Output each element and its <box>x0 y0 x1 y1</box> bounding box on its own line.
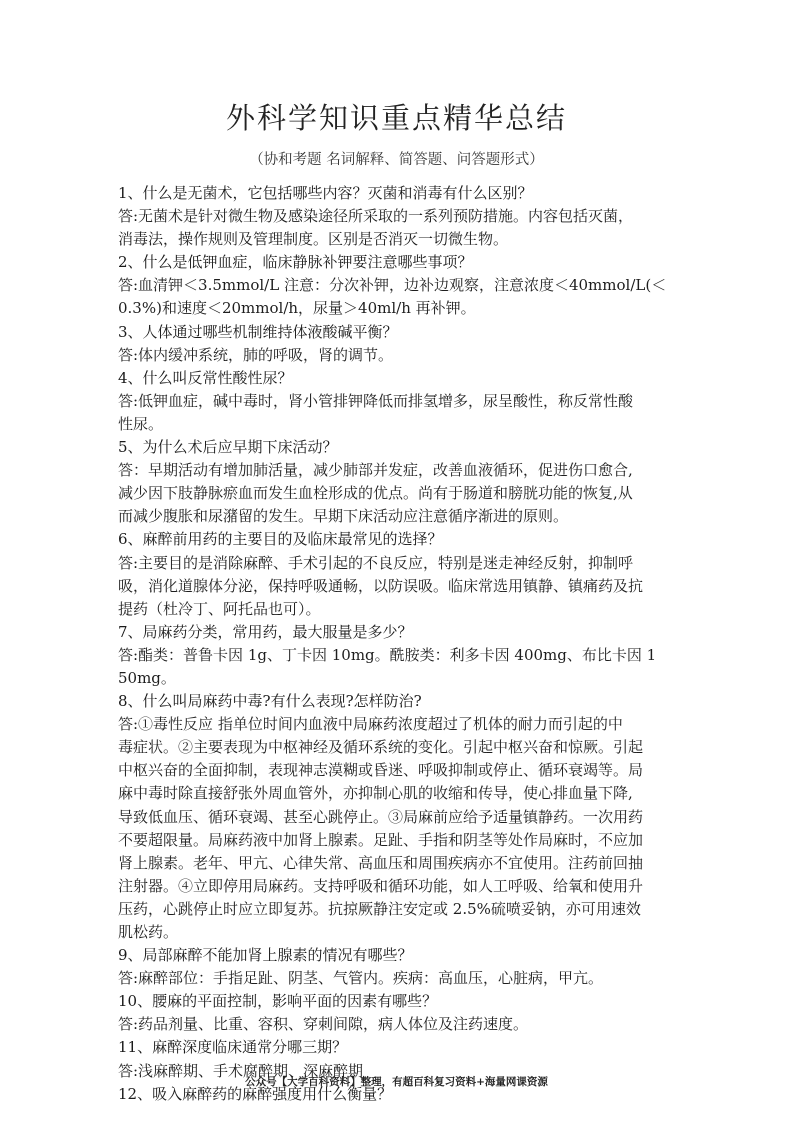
answer-line: 注射器。④立即停用局麻药。支持呼吸和循环功能，如人工呼吸、给氧和使用升 <box>118 876 644 895</box>
qa-item <box>118 990 688 1036</box>
answer-line: 50mg。 <box>118 668 176 687</box>
qa-item <box>118 528 688 620</box>
question-line: 9、局部麻醉不能加肾上腺素的情况有哪些？ <box>118 946 413 965</box>
answer-line: 不要超限量。局麻药液中加肾上腺素。足趾、手指和阴茎等处作局麻时，不应加 <box>118 830 644 849</box>
footer-note: 公众号【大学百科资料】整理，有超百科复习资料+海量网课资源 <box>245 1076 548 1088</box>
answer-line: 提药（杜冷丁、阿托品也可）。 <box>118 599 321 618</box>
question-line: 4、什么叫反常性酸性尿？ <box>118 368 293 387</box>
answer-line: 答:主要目的是消除麻醉、手术引起的不良反应，特别是迷走神经反射，抑制呼 <box>118 553 634 572</box>
answer-line: 导致低血压、循环衰竭、甚至心跳停止。③局麻前应给予适量镇静药。一次用药 <box>118 807 644 826</box>
answer-line: 消毒法，操作规则及管理制度。区别是否消灭一切微生物。 <box>118 230 509 249</box>
answer-line: 肌松药。 <box>118 923 179 941</box>
qa-item <box>118 321 688 367</box>
qa-item <box>118 251 688 320</box>
answer-line: 肾上腺素。老年、甲亢、心律失常、高血压和周围疾病亦不宜使用。注药前回抽 <box>118 853 644 872</box>
qa-item <box>118 367 688 436</box>
question-line: 1、什么是无菌术，它包括哪些内容？灭菌和消毒有什么区别？ <box>118 184 533 202</box>
answer-line: 0.3%)和速度＜20mmol/h，尿量＞40ml/h 再补钾。 <box>118 299 476 318</box>
answer-line: 吸，消化道腺体分泌，保持呼吸通畅，以防误吸。临床常选用镇静、镇痛药及抗 <box>118 576 644 595</box>
answer-line: 而减少腹胀和尿潴留的发生。早期下床活动应注意循序渐进的原则。 <box>118 507 569 526</box>
question-line: 7、局麻药分类，常用药，最大服量是多少？ <box>118 622 413 641</box>
answer-line: 答:血清钾＜3.5mmol/L 注意：分次补钾，边补边观察，注意浓度＜40mmol/L(＜ <box>118 276 667 295</box>
question-line: 12、吸入麻醉药的麻醉强度用什么衡量？ <box>118 1084 393 1103</box>
answer-line: 减少因下肢静脉瘀血而发生血栓形成的优点。尚有于肠道和膀胱功能的恢复,从 <box>118 484 633 503</box>
qa-item <box>118 621 688 690</box>
answer-line: 中枢兴奋的全面抑制，表现神志漠糊或昏迷、呼吸抑制或停止、循环衰竭等。局 <box>118 761 644 780</box>
answer-line: 答:体内缓冲系统，肺的呼吸，肾的调节。 <box>118 345 394 364</box>
answer-line: 答:药品剂量、比重、容积、穿刺间隙，病人体位及注药速度。 <box>118 1015 529 1034</box>
page-subtitle: （协和考题 名词解释、简答题、问答题形式） <box>249 152 544 168</box>
answer-line: 性尿。 <box>118 414 164 433</box>
answer-line: 答:酯类：普鲁卡因 1g、丁卡因 10mg。酰胺类：利多卡因 400mg、布比卡因 1 <box>118 645 657 664</box>
question-line: 3、人体通过哪些机制维持体液酸碱平衡？ <box>118 322 398 341</box>
question-line: 2、什么是低钾血症，临床静脉补钾要注意哪些事项？ <box>118 253 473 272</box>
qa-item <box>118 182 688 251</box>
question-line: 6、麻醉前用药的主要目的及临床最常见的选择？ <box>118 530 443 549</box>
question-line: 5、为什么术后应早期下床活动？ <box>118 438 338 457</box>
qa-item <box>118 944 688 990</box>
answer-line: 答:浅麻醉期、手术腐醉期、深麻醉期 <box>118 1061 364 1080</box>
answer-line: 答:麻醉部位：手指足趾、阴茎、气管内。疾病：高血压，心脏病，甲亢。 <box>118 969 604 988</box>
answer-line: 毒症状。②主要表现为中枢神经及循环系统的变化。引起中枢兴奋和惊厥。引起 <box>118 738 644 757</box>
question-line: 10、腰麻的平面控制，影响平面的因素有哪些？ <box>118 992 438 1011</box>
question-line: 11、麻醉深度临床通常分哪三期？ <box>118 1038 348 1057</box>
qa-item <box>118 690 688 944</box>
answer-line: 答:无菌术是针对微生物及感染途径所采取的一系列预防措施。内容包括灭菌， <box>118 207 634 226</box>
answer-line: 压药，心跳停止时应立即复苏。抗掠厥静注安定或 2.5%硫喷妥钠，亦可用速效 <box>118 899 641 918</box>
answer-line: 麻中毒时除直接舒张外周血管外，亦抑制心肌的收缩和传导，使心排血量下降, <box>118 784 633 803</box>
answer-line: 答:低钾血症，碱中毒时，肾小管排钾降低而排氢增多，尿呈酸性，称反常性酸 <box>118 391 634 410</box>
answer-line: 答：早期活动有增加肺活量，减少肺部并发症，改善血液循环，促进伤口愈合, <box>118 461 633 480</box>
qa-content <box>118 182 688 1106</box>
qa-item <box>118 436 688 528</box>
page-title: 外科学知识重点精华总结 <box>225 101 567 135</box>
question-line: 8、什么叫局麻药中毒?有什么表现?怎样防治? <box>118 692 422 711</box>
answer-line: 答:①毒性反应 指单位时间内血液中局麻药浓度超过了机体的耐力而引起的中 <box>118 715 623 734</box>
